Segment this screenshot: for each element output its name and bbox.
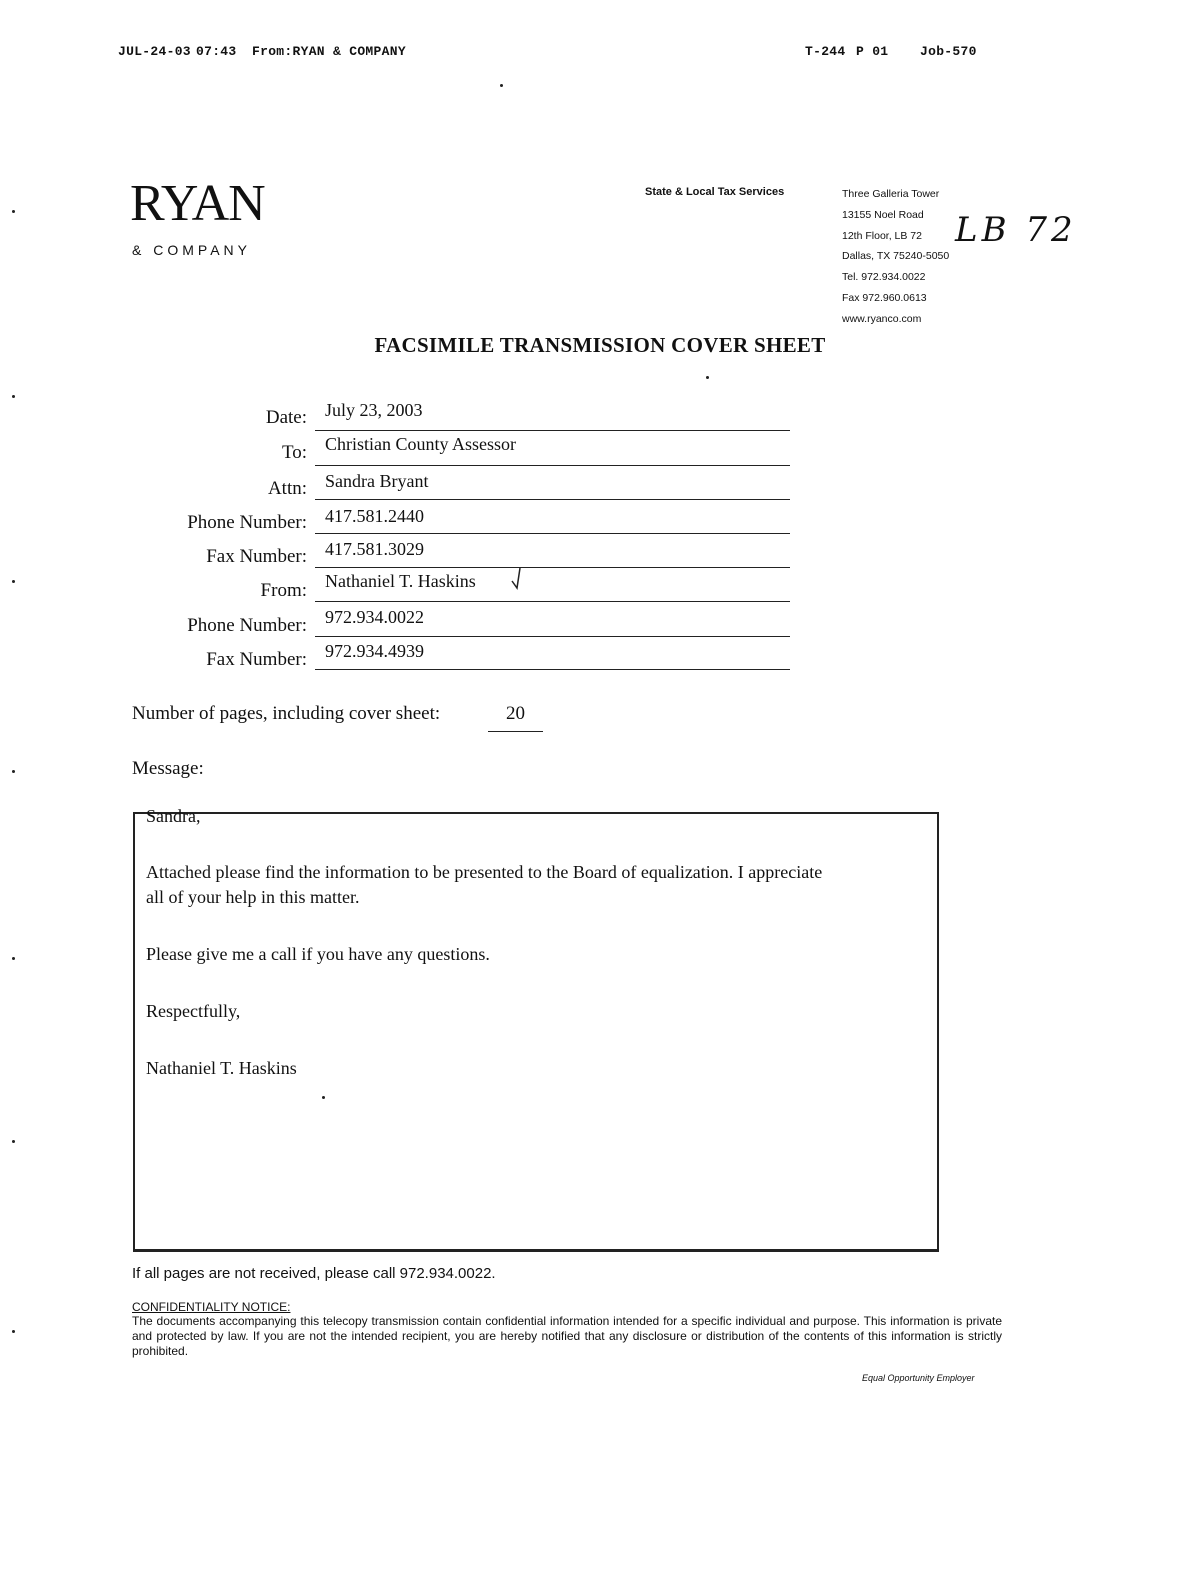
recipient-fax-underline [315,567,790,568]
recipient-phone-underline [315,533,790,534]
from-underline [315,601,790,602]
equal-opportunity-tag: Equal Opportunity Employer [862,1373,975,1383]
to-value: Christian County Assessor [325,434,517,454]
sender-fax-label: Fax Number: [206,649,307,670]
to-label: To: [281,442,307,463]
address-line: Fax 972.960.0613 [842,291,927,304]
message-label: Message: [132,758,204,779]
fax-header-time: 07:43 [196,44,237,59]
fax-header-job: Job-570 [920,44,977,59]
fax-header-from: From:RYAN & COMPANY [252,44,406,59]
sender-phone-label: Phone Number: [187,615,307,636]
address-line: 12th Floor, LB 72 [842,229,922,242]
scan-speck [12,957,15,960]
sender-fax-value: 972.934.4939 [325,641,424,661]
sender-phone-value: 972.934.0022 [325,607,424,627]
address-line: 13155 Noel Road [842,208,924,221]
address-line: www.ryanco.com [842,312,922,325]
scan-speck [12,770,15,773]
recipient-fax-value: 417.581.3029 [325,539,424,559]
scan-speck [706,376,709,379]
company-logo-suffix: & COMPANY [132,242,251,258]
scan-speck [322,1096,325,1099]
attn-underline [315,499,790,500]
document-title: FACSIMILE TRANSMISSION COVER SHEET [374,333,826,357]
from-value: Nathaniel T. Haskins [325,571,476,591]
attn-label: Attn: [267,478,307,499]
fax-header-transmission-id: T-244 [805,44,846,59]
to-underline [315,465,790,466]
address-line: Tel. 972.934.0022 [842,271,926,284]
recipient-fax-label: Fax Number: [206,546,307,567]
message-signature: Nathaniel T. Haskins [146,1058,297,1078]
address-line: Three Galleria Tower [842,188,940,200]
scan-speck [500,84,503,87]
missing-pages-notice: If all pages are not received, please call 972.934.0022. [132,1265,496,1282]
division-name: State & Local Tax Services [645,186,785,198]
checkmark-icon [510,566,524,597]
scan-speck [12,395,15,398]
page-count-label: Number of pages, including cover sheet: [132,703,441,724]
page-count-underline [488,731,543,732]
message-greeting: Sandra, [146,806,201,826]
sender-fax-underline [315,669,790,670]
handwritten-note: LB 72 [955,210,1077,250]
recipient-phone-label: Phone Number: [187,512,307,533]
scan-speck [12,210,15,213]
confidentiality-heading: CONFIDENTIALITY NOTICE: [132,1300,291,1314]
fax-header-date: JUL-24-03 [118,44,191,59]
page-count-value: 20 [506,703,525,724]
company-logo-name: RYAN [130,175,265,232]
address-line: Dallas, TX 75240-5050 [842,250,950,263]
date-value: July 23, 2003 [325,400,423,420]
scan-speck [12,1140,15,1143]
sender-phone-underline [315,636,790,637]
from-label: From: [260,580,307,601]
scan-speck [12,1330,15,1333]
message-body-line: all of your help in this matter. [146,887,360,907]
recipient-phone-value: 417.581.2440 [325,506,424,526]
attn-value: Sandra Bryant [325,471,429,491]
date-label: Date: [265,407,307,428]
message-body-line: Attached please find the information to be presented to the Board of equalization. I appreciate [146,862,823,882]
date-underline [315,430,790,431]
confidentiality-body: The documents accompanying this telecopy transmission contain confidential information intended for a specific individual and purpose. This information is private and protected by law. If you are not the intended recipient, you are hereby notified that any disclosure or distribution of the contents of this information is strictly prohibited. [132,1314,1002,1358]
scan-speck [12,580,15,583]
message-body-line: Please give me a call if you have any questions. [146,944,490,964]
address-block [842,184,949,330]
message-closing: Respectfully, [146,1001,241,1021]
fax-header-page: P 01 [856,44,889,59]
